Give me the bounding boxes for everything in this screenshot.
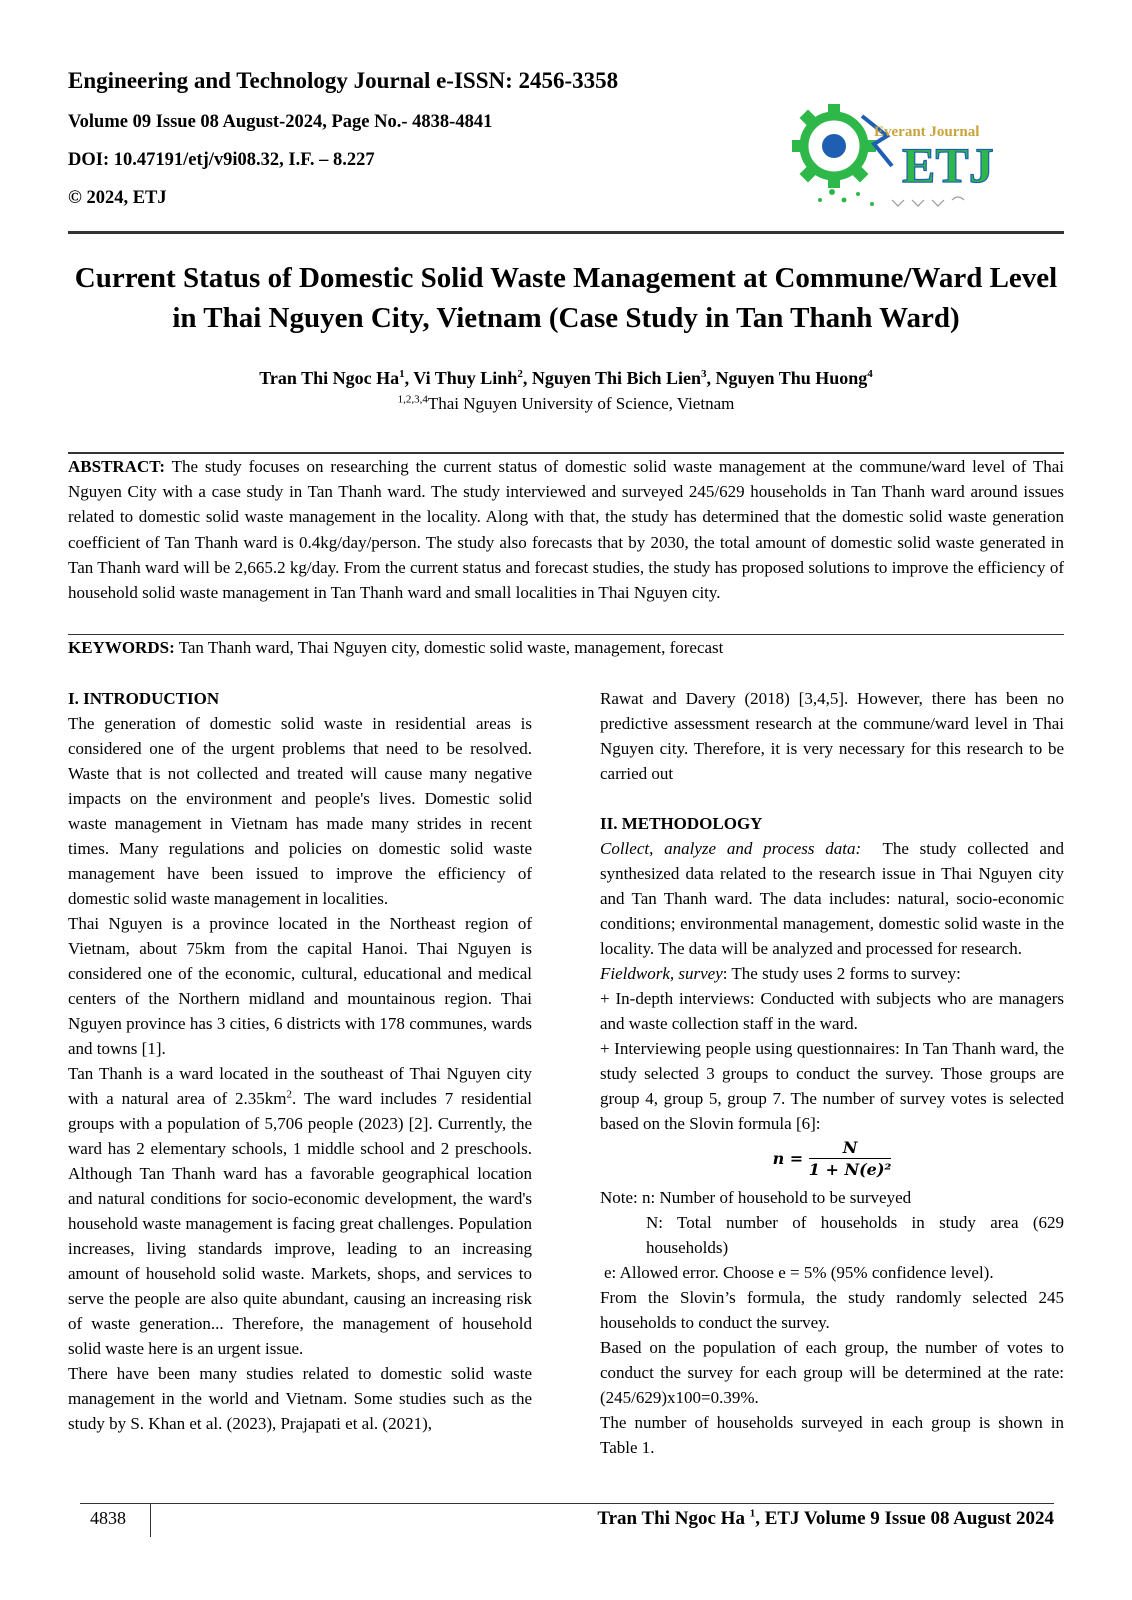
field-label: Fieldwork, survey [600,964,723,983]
abstract-text: The study focuses on researching the current status of domestic solid waste management at the commune/ward level of Thai Nguyen City with a case study in Tan Thanh ward. The study interviewed and surveyed 245/629 households in Tan Thanh ward around issues related to domestic solid waste management in the locality. Along with that, the study has determined that the domestic solid waste generation coefficient of Tan Thanh ward is 0.4kg/day/person. The study also forecasts that by 2030, the total amount of domestic solid waste generated in Tan Thanh ward will be 2,665.2 kg/day. From the current status and forecast studies, the study has proposed solutions to improve the efficiency of household solid waste management in Tan Thanh ward and small localities in Thai Nguyen city. [68,457,1064,603]
collect-label: Collect, analyze and process data: [600,839,862,858]
logo-big-text: ETJ [902,137,994,193]
right-column [600,686,1064,1460]
doi-info: DOI: 10.47191/etj/v9i08.32, I.F. – 8.227 [68,150,375,170]
abstract-bottom-rule [68,634,1064,635]
collect-paragraph [600,836,1064,961]
abstract-label: ABSTRACT: [68,457,165,476]
header-rule [68,231,1064,234]
author-list: Tran Thi Ngoc Ha$^1$, Vi Thuy Linh$^2$, Nguyen Thi Bich Lien$^3$, Nguyen Thu Huong$^4$ [259,368,873,388]
author-2-sup: 2 [517,368,523,380]
intro-paragraph-3b: . The ward includes 7 residential groups with a population of 5,706 people (2023) [2]. Currently, the ward has 2 elementary schools, 1 middle school and 2 preschools. Although Tan Thanh ward has a favorable geographical location and natural conditions for socio-economic development, the ward's household waste management is facing great challenges. Population increases, living standards improve, leading to an increasing amount of household solid waste. Markets, shops, and services to serve the people are also quite abundant, causing an increasing risk of waste generation... Therefore, the management of household solid waste here is an urgent issue. [68,1089,532,1358]
note-n: Note: n: Number of household to be surveyed [600,1188,912,1207]
formula-fraction [809,1138,892,1181]
etj-logo [792,96,1012,216]
collect-text: The study collected and synthesized data related to the research issue in Thai Nguyen city and Tan Thanh ward. The data includes: natural, socio-economic conditions; environmental management, domestic solid waste in the locality. The data will be analyzed and processed for research. [600,839,1064,958]
copyright: © 2024, ETJ [68,188,167,208]
abstract [68,454,1064,605]
author-1-sup: 1 [399,368,405,380]
intro-paragraph-3 [68,1061,532,1361]
logo-small-text: Everant Journal [874,124,980,140]
keywords-text: Tan Thanh ward, Thai Nguyen city, domestic solid waste, management, forecast [178,638,724,657]
author-1: Tran Thi Ngoc Ha [259,368,400,388]
footer-divider [150,1503,151,1537]
footer-author: Tran Thi Ngoc Ha [597,1508,745,1529]
logo-wave-icon [892,197,964,206]
author-4: Nguyen Thu Huong [715,368,868,388]
footer-citation [480,1508,1054,1530]
area-sup: 2 [286,1088,293,1101]
intro-paragraph-5: Rawat and Davery (2018) [3,4,5]. However, there has been no predictive assessment research at the commune/ward level in Thai Nguyen city. Therefore, it is very necessary for this research to be carried out [600,689,1064,783]
section-gap [600,786,1064,811]
footer-sup: 1 [749,1507,756,1520]
method-heading: II. METHODOLOGY [600,814,763,833]
field-text: : The study uses 2 forms to survey: [722,964,961,983]
note-N: N: Total number of households in study area (629 households) [646,1213,1064,1257]
affiliation-text: Thai Nguyen University of Science, Vietnam [427,394,735,413]
footer-text: , ETJ Volume 9 Issue 08 August 2024 [755,1508,1054,1529]
field-paragraph [600,961,1064,986]
formula-numerator: N [809,1138,892,1159]
intro-paragraph-4: There have been many studies related to domestic solid waste management in the world and Vietnam. Some studies such as the study by S. Khan et al. (2023), Prajapati et al. (2021), [68,1364,532,1433]
bullet-questionnaires: + Interviewing people using questionnaires: In Tan Thanh ward, the study selected 3 groups to conduct the survey. Those groups are group 4, group 5, group 7. The number of survey votes is selected based on the Slovin formula [6]: [600,1039,1064,1133]
intro-paragraph-2: Thai Nguyen is a province located in the Northeast region of Vietnam, about 75km from the capital Hanoi. Thai Nguyen is considered one of the economic, cultural, educational and medical centers of the Northern midland and mountainous region. Thai Nguyen province has 3 cities, 6 districts with 178 communes, wards and towns [1]. [68,914,532,1058]
rate-paragraph: Based on the population of each group, the number of votes to conduct the survey for each group will be determined at the rate: (245/629)x100=0.39%. [600,1338,1064,1407]
formula-denominator: 1 + N(e)² [808,1160,892,1179]
intro-paragraph-3a: Tan Thanh is a ward located in the southeast of Thai Nguyen city with a natural area of 2.35km [68,1064,532,1108]
paper-title: Current Status of Domestic Solid Waste Management at Commune/Ward Level in Thai Nguyen City, Vietnam (Case Study in Tan Thanh Ward) [74,262,1058,334]
author-3: Nguyen Thi Bich Lien [531,368,702,388]
logo-dots-icon [818,189,874,206]
footer-rule [80,1503,1054,1504]
author-4-sup: 4 [867,368,873,380]
bullet-interviews: + In-depth interviews: Conducted with subjects who are managers and waste collection staff in the ward. [600,989,1064,1033]
slovin-result: From the Slovin’s formula, the study randomly selected 245 households to conduct the survey. [600,1288,1064,1332]
author-3-sup: 3 [701,368,707,380]
affiliation [68,394,1064,414]
formula-lhs: n = [772,1149,804,1168]
keywords-label: KEYWORDS: [68,638,175,657]
table-reference: The number of households surveyed in each group is shown in Table 1. [600,1413,1064,1457]
keywords [68,636,1064,660]
slovin-formula [600,1138,1064,1181]
journal-name: Engineering and Technology Journal e-ISSN: 2456-3358 [68,68,619,93]
page-number: 4838 [90,1508,126,1528]
intro-heading: I. INTRODUCTION [68,689,220,708]
affiliation-sup: 1,2,3,4 [397,393,428,406]
note-e: e: Allowed error. Choose e = 5% (95% confidence level). [604,1263,994,1282]
intro-paragraph-1: The generation of domestic solid waste in residential areas is considered one of the urgent problems that need to be resolved. Waste that is not collected and treated will cause many negative impacts on the environment and people's lives. Domestic solid waste management in Vietnam has made many strides in recent times. Many regulations and policies on domestic solid waste management have been issued to improve the efficiency of domestic solid waste management in localities. [68,714,532,908]
left-column [68,686,532,1436]
author-2: Vi Thuy Linh [413,368,518,388]
volume-info: Volume 09 Issue 08 August-2024, Page No.- 4838-4841 [68,112,493,132]
